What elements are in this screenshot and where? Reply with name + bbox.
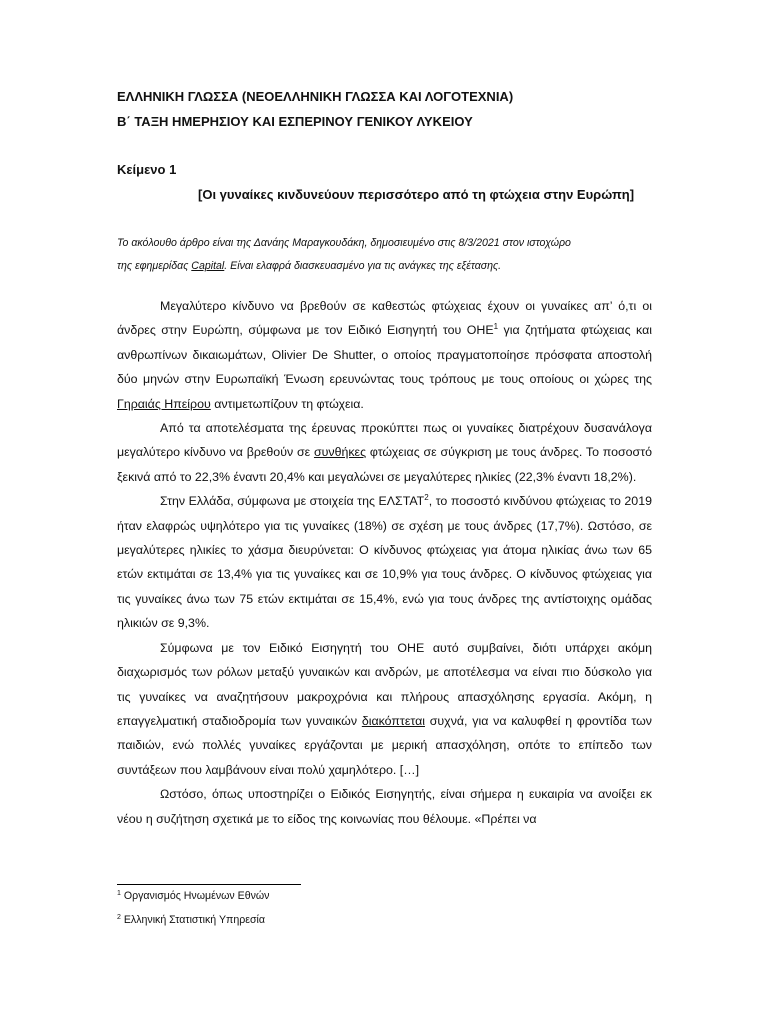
- footnote-2-text: Ελληνική Στατιστική Υπηρεσία: [120, 914, 265, 926]
- article-body: [117, 294, 652, 831]
- paragraph-1-text-cont: για ζητήματα φτώχειας και ανθρωπίνων δικαιωμάτων, Olivier De Shutter, ο οποίος πραγματοποίησε πρόσφατα αποστολή δύο μηνών στην Ευρωπαϊκή Ένωση ερευνώντας τους τρόπους με τους οποίους οι χώρες της: [117, 323, 652, 387]
- exam-class-heading: Β΄ ΤΑΞΗ ΗΜΕΡΗΣΙΟΥ ΚΑΙ ΕΣΠΕΡΙΝΟΥ ΓΕΝΙΚΟΥ ΛΥΚΕΙΟΥ: [117, 114, 473, 129]
- intro-note: [117, 232, 652, 278]
- exam-subject-heading: ΕΛΛΗΝΙΚΗ ΓΛΩΣΣΑ (ΝΕΟΕΛΛΗΝΙΚΗ ΓΛΩΣΣΑ ΚΑΙ ΛΟΓΟΤΕΧΝΙΑ): [117, 89, 514, 104]
- paragraph-4-text: Σύμφωνα με τον Ειδικό Εισηγητή του ΟΗΕ αυτό συμβαίνει, διότι υπάρχει ακόμη διαχωρισμός των ρόλων μεταξύ γυναικών και ανδρών, με αποτέλεσμα να είναι πιο δύσκολο για τις γυναίκες να αναζητήσουν μακροχρόνια και πλήρους απασχόλησης εργασία. Ακόμη, η επαγγελματική σταδιοδρομία των γυναικών: [117, 640, 652, 728]
- capital-link[interactable]: Capital: [191, 260, 225, 272]
- paragraph-1-text-end: αντιμετωπίζουν τη φτώχεια.: [210, 396, 364, 411]
- paragraph-3-text: Στην Ελλάδα, σύμφωνα με στοιχεία της ΕΛΣΤΑΤ: [160, 494, 425, 509]
- footnote-1: [117, 890, 269, 902]
- paragraph-3-text-end: , το ποσοστό κινδύνου φτώχειας το 2019 ήταν ελαφρώς υψηλότερο για τις γυναίκες (18%) σε σχέση με τους άνδρες (17,7%). Ωστόσο, σε μεγαλύτερες ηλικίες το χάσμα διευρύνεται: Ο κίνδυνος φτώχειας για άτομα ηλικίας άνω των 65 ετών εκτιμάται σε 13,4% για τις γυναίκες και σε 10,9% για τους άνδρες. Ο κίνδυνος φτώχειας για τις γυναίκες άνω των 75 ετών εκτιμάται σε 15,4%, ενώ για τους άνδρες της αντίστοιχης ομάδας ηλικιών σε 9,3%.: [117, 494, 652, 631]
- intro-line-2-start: της εφημερίδας: [117, 260, 192, 272]
- article-title: [Οι γυναίκες κινδυνεύουν περισσότερο από τη φτώχεια στην Ευρώπη]: [198, 187, 635, 202]
- underlined-term: συνθήκες: [313, 445, 367, 460]
- intro-line-2-end: . Είναι ελαφρά διασκευασμένο για τις ανάγκες της εξέτασης.: [224, 260, 502, 272]
- footnote-separator: [117, 884, 301, 885]
- paragraph-3: [117, 489, 652, 635]
- intro-line-2: [117, 255, 652, 278]
- paragraph-2-text: Από τα αποτελέσματα της έρευνας προκύπτει πως οι γυναίκες διατρέχουν δυσανάλογα μεγαλύτερο κίνδυνο να βρεθούν σε: [117, 421, 652, 460]
- footnote-ref-2: 2: [424, 493, 429, 503]
- paragraph-4: [117, 636, 652, 782]
- footnote-2: [117, 914, 265, 926]
- footnote-2-number: 2: [117, 914, 121, 921]
- paragraph-2: [117, 416, 652, 489]
- footnote-1-text: Οργανισμός Ηνωμένων Εθνών: [120, 890, 270, 902]
- text-label: Κείμενο 1: [117, 162, 177, 177]
- footnote-1-number: 1: [117, 890, 121, 897]
- paragraph-2-text-end: φτώχειας σε σύγκριση με τους άνδρες. Το ποσοστό ξεκινά από το 22,3% έναντι 20,4% και μεγαλώνει σε μεγαλύτερες ηλικίες (22,3% έναντι 18,2%).: [117, 445, 652, 484]
- paragraph-5: Ωστόσο, όπως υποστηρίζει ο Ειδικός Εισηγητής, είναι σήμερα η ευκαιρία να ανοίξει εκ νέου η συζήτηση σχετικά με το είδος της κοινωνίας που θέλουμε. «Πρέπει να: [117, 787, 652, 826]
- footnote-ref-1: 1: [493, 322, 499, 332]
- underlined-term: Γηραιάς Ηπείρου: [117, 396, 211, 411]
- paragraph-1-text: Μεγαλύτερο κίνδυνο να βρεθούν σε καθεστώς φτώχειας έχουν οι γυναίκες απ’ ό,τι οι άνδρες στην Ευρώπη, σύμφωνα με τον Ειδικό Εισηγητή του ΟΗΕ: [117, 299, 652, 338]
- paragraph-4-text-end: συχνά, για να καλυφθεί η φροντίδα των παιδιών, ενώ πολλές γυναίκες εργάζονται με μερική απασχόληση, οπότε το επίπεδο των συντάξεων που λαμβάνουν είναι πολύ χαμηλότερο. […]: [117, 713, 652, 777]
- underlined-term: διακόπτεται: [361, 713, 425, 728]
- intro-line-1: Το ακόλουθο άρθρο είναι της Δανάης Μαραγκουδάκη, δημοσιευμένο στις 8/3/2021 στον ιστοχώρο: [117, 237, 571, 249]
- paragraph-1: [117, 294, 652, 416]
